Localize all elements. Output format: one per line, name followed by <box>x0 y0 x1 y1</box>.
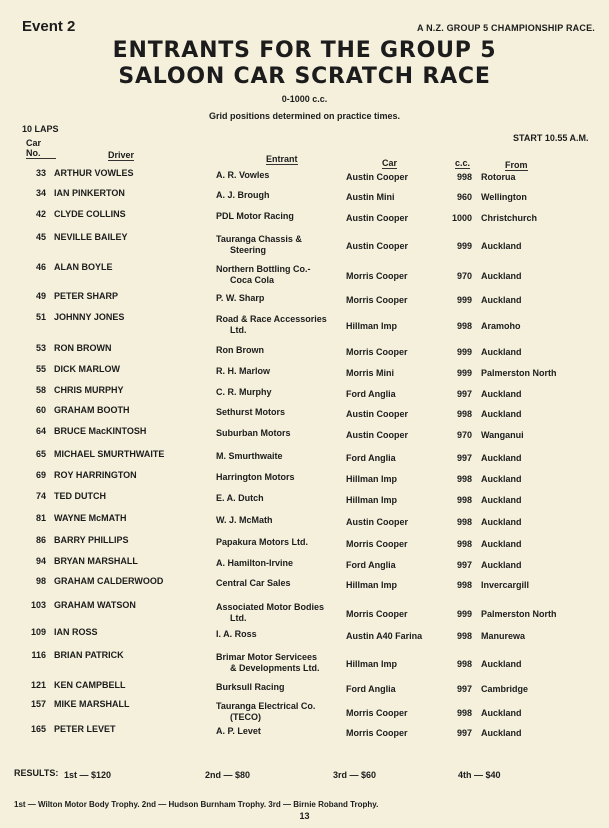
car-model: Morris Cooper <box>346 539 408 549</box>
entrant-line: P. W. Sharp <box>216 293 265 303</box>
car-number: 121 <box>30 680 46 690</box>
home-town: Wellington <box>481 192 527 202</box>
engine-cc: 998 <box>456 517 472 527</box>
car-model: Ford Anglia <box>346 389 396 399</box>
entrant-name <box>216 293 264 304</box>
entrant-name <box>216 472 295 483</box>
car-model: Hillman Imp <box>346 495 398 505</box>
car-model: Austin Cooper <box>346 172 408 182</box>
car-number: 53 <box>35 343 46 353</box>
page-title-line-2: SALOON CAR SCRATCH RACE <box>118 64 491 89</box>
driver-name: CLYDE COLLINS <box>54 209 126 219</box>
entrant-name <box>216 190 270 201</box>
car-model: Hillman Imp <box>346 580 398 590</box>
table-row <box>0 491 609 505</box>
grid-note: Grid positions determined on practice times. <box>208 111 401 121</box>
entrant-line: M. Smurthwaite <box>216 451 283 461</box>
driver-name: IAN ROSS <box>54 627 98 637</box>
driver-name: MIKE MARSHALL <box>54 699 130 709</box>
driver-name: BARRY PHILLIPS <box>54 535 129 545</box>
entrant-name <box>216 558 293 569</box>
home-town: Auckland <box>481 517 522 527</box>
entrant-name <box>216 493 264 504</box>
home-town: Auckland <box>481 271 522 281</box>
entrant-line: Suburban Motors <box>216 428 291 438</box>
table-row <box>0 312 609 335</box>
driver-name: PETER LEVET <box>54 724 116 734</box>
entrant-name <box>216 515 273 526</box>
car-model: Austin Cooper <box>346 517 408 527</box>
car-number: 42 <box>35 209 46 219</box>
entrant-line: A. P. Levet <box>216 726 261 736</box>
table-row <box>0 291 609 305</box>
car-number: 34 <box>35 188 46 198</box>
laps-label: 10 LAPS <box>22 124 59 134</box>
table-row <box>0 724 609 738</box>
table-row <box>0 209 609 223</box>
championship-note: A N.Z. GROUP 5 CHAMPIONSHIP RACE. <box>417 23 595 33</box>
car-number: 45 <box>35 232 46 242</box>
driver-name: KEN CAMPBELL <box>54 680 126 690</box>
entrant-name <box>216 602 324 624</box>
entrant-name <box>216 407 285 418</box>
car-number: 157 <box>30 699 46 709</box>
trophies-note: 1st — Wilton Motor Body Trophy. 2nd — Hudson Burnham Trophy. 3rd — Birnie Roband Trophy. <box>14 800 379 809</box>
column-header-entrant: Entrant <box>266 154 298 164</box>
entrant-line: Tauranga Chassis & <box>216 234 302 244</box>
entrant-line: E. A. Dutch <box>216 493 264 503</box>
table-row <box>0 449 609 463</box>
entrant-line: Northern Bottling Co.- <box>216 264 311 274</box>
entrant-line: Ltd. <box>230 613 247 623</box>
prize-second: 2nd — $80 <box>205 770 251 780</box>
entrant-line: A. R. Vowles <box>216 170 270 180</box>
entrant-name <box>216 366 270 377</box>
car-number: 58 <box>35 385 46 395</box>
car-model: Austin A40 Farina <box>346 631 423 641</box>
home-town: Palmerston North <box>481 609 557 619</box>
entrant-line: Harrington Motors <box>216 472 295 482</box>
engine-cc: 998 <box>456 659 472 669</box>
driver-name: GRAHAM WATSON <box>54 600 136 610</box>
entrant-name <box>216 264 310 286</box>
home-town: Auckland <box>481 389 522 399</box>
entrant-line: C. R. Murphy <box>216 387 272 397</box>
car-model: Ford Anglia <box>346 560 396 570</box>
entrant-line: Steering <box>230 245 267 255</box>
engine-cc: 997 <box>456 684 472 694</box>
prize-first: 1st — $120 <box>64 770 112 780</box>
entrant-name <box>216 428 291 439</box>
home-town: Auckland <box>481 560 522 570</box>
driver-name: RON BROWN <box>54 343 112 353</box>
results-label: RESULTS: <box>14 768 59 778</box>
table-row <box>0 168 609 182</box>
home-town: Aramoho <box>481 321 521 331</box>
engine-cc: 998 <box>456 580 472 590</box>
entrant-line: Sethurst Motors <box>216 407 286 417</box>
entrant-name <box>216 629 257 640</box>
table-row <box>0 470 609 484</box>
engine-cc: 999 <box>456 347 472 357</box>
engine-cc: 970 <box>456 271 472 281</box>
engine-class: 0-1000 c.c. <box>281 94 328 104</box>
home-town: Auckland <box>481 453 522 463</box>
start-time: START 10.55 A.M. <box>513 133 589 143</box>
entrant-name <box>216 211 294 222</box>
entrant-name <box>216 701 315 723</box>
home-town: Auckland <box>481 474 522 484</box>
table-row <box>0 556 609 570</box>
car-model: Morris Cooper <box>346 295 408 305</box>
car-number: 98 <box>35 576 46 586</box>
driver-name: CHRIS MURPHY <box>54 385 124 395</box>
driver-name: TED DUTCH <box>54 491 106 501</box>
table-row <box>0 385 609 399</box>
car-model: Hillman Imp <box>346 321 398 331</box>
car-number: 103 <box>30 600 46 610</box>
driver-name: GRAHAM BOOTH <box>54 405 130 415</box>
engine-cc: 997 <box>456 453 472 463</box>
driver-name: ROY HARRINGTON <box>54 470 137 480</box>
entrant-name <box>216 652 320 674</box>
entrant-line: Burksull Racing <box>216 682 285 692</box>
column-header-car-no: Car No. <box>26 138 56 159</box>
entrant-line: W. J. McMath <box>216 515 273 525</box>
car-number: 86 <box>35 535 46 545</box>
page-title-line-1: ENTRANTS FOR THE GROUP 5 <box>112 38 497 63</box>
entrant-line: R. H. Marlow <box>216 366 271 376</box>
car-model: Austin Cooper <box>346 213 408 223</box>
entrant-line: A. J. Brough <box>216 190 270 200</box>
car-number: 33 <box>35 168 46 178</box>
engine-cc: 998 <box>456 631 472 641</box>
entrant-line: Ron Brown <box>216 345 264 355</box>
car-number: 46 <box>35 262 46 272</box>
entrant-line: Coca Cola <box>230 275 275 285</box>
car-model: Austin Cooper <box>346 409 408 419</box>
event-label: Event 2 <box>22 18 76 35</box>
entrant-name <box>216 726 261 737</box>
table-row <box>0 232 609 255</box>
entrant-line: Central Car Sales <box>216 578 291 588</box>
entrant-line: Tauranga Electrical Co. <box>216 701 316 711</box>
prize-third: 3rd — $60 <box>333 770 377 780</box>
driver-name: PETER SHARP <box>54 291 119 301</box>
engine-cc: 999 <box>456 241 472 251</box>
entrant-line: Road & Race Accessories <box>216 314 327 324</box>
driver-name: MICHAEL SMURTHWAITE <box>54 449 165 459</box>
entrant-line: PDL Motor Racing <box>216 211 294 221</box>
home-town: Auckland <box>481 708 522 718</box>
car-model: Morris Cooper <box>346 347 408 357</box>
car-model: Hillman Imp <box>346 474 398 484</box>
entrant-name <box>216 451 283 462</box>
car-number: 60 <box>35 405 46 415</box>
home-town: Auckland <box>481 539 522 549</box>
driver-name: JOHNNY JONES <box>54 312 125 322</box>
engine-cc: 998 <box>456 495 472 505</box>
car-number: 51 <box>35 312 46 322</box>
car-model: Morris Cooper <box>346 708 408 718</box>
car-model: Morris Cooper <box>346 609 408 619</box>
table-row <box>0 343 609 357</box>
car-number: 49 <box>35 291 46 301</box>
home-town: Auckland <box>481 409 522 419</box>
home-town: Wanganui <box>481 430 524 440</box>
table-row <box>0 262 609 285</box>
entrant-name <box>216 170 269 181</box>
table-row <box>0 699 609 722</box>
home-town: Rotorua <box>481 172 516 182</box>
engine-cc: 999 <box>456 609 472 619</box>
driver-name: ARTHUR VOWLES <box>54 168 134 178</box>
table-row <box>0 680 609 694</box>
driver-name: IAN PINKERTON <box>54 188 125 198</box>
engine-cc: 998 <box>456 321 472 331</box>
car-number: 81 <box>35 513 46 523</box>
table-row <box>0 513 609 527</box>
column-header-driver: Driver <box>108 150 135 160</box>
car-model: Ford Anglia <box>346 684 396 694</box>
driver-name: ALAN BOYLE <box>54 262 113 272</box>
car-number: 55 <box>35 364 46 374</box>
car-model: Morris Mini <box>346 368 395 378</box>
entrant-name <box>216 345 264 356</box>
home-town: Auckland <box>481 347 522 357</box>
driver-name: BRYAN MARSHALL <box>54 556 138 566</box>
engine-cc: 998 <box>456 708 472 718</box>
car-model: Morris Cooper <box>346 271 408 281</box>
home-town: Auckland <box>481 495 522 505</box>
engine-cc: 1000 <box>451 213 472 223</box>
car-number: 109 <box>30 627 46 637</box>
table-row <box>0 405 609 419</box>
engine-cc: 998 <box>456 474 472 484</box>
entrant-line: I. A. Ross <box>216 629 257 639</box>
entrant-line: Brimar Motor Servicees <box>216 652 318 662</box>
car-number: 65 <box>35 449 46 459</box>
car-number: 165 <box>30 724 46 734</box>
table-row <box>0 627 609 641</box>
prize-fourth: 4th — $40 <box>458 770 501 780</box>
entrant-name <box>216 682 285 693</box>
column-header-cc: c.c. <box>455 158 471 168</box>
home-town: Auckland <box>481 728 522 738</box>
column-header-from: From <box>505 160 528 170</box>
engine-cc: 970 <box>456 430 472 440</box>
engine-cc: 998 <box>456 539 472 549</box>
engine-cc: 997 <box>456 560 472 570</box>
home-town: Christchurch <box>481 213 538 223</box>
home-town: Auckland <box>481 241 522 251</box>
table-row <box>0 535 609 549</box>
car-number: 64 <box>35 426 46 436</box>
table-row <box>0 364 609 378</box>
column-header-car: Car <box>382 158 398 168</box>
driver-name: GRAHAM CALDERWOOD <box>54 576 164 586</box>
home-town: Cambridge <box>481 684 529 694</box>
home-town: Auckland <box>481 659 522 669</box>
driver-name: BRIAN PATRICK <box>54 650 124 660</box>
driver-name: DICK MARLOW <box>54 364 120 374</box>
entrant-line: Associated Motor Bodies <box>216 602 325 612</box>
entrant-name <box>216 314 327 336</box>
car-model: Austin Mini <box>346 192 395 202</box>
entrant-line: & Developments Ltd. <box>230 663 320 673</box>
entrant-line: Ltd. <box>230 325 247 335</box>
car-model: Ford Anglia <box>346 453 396 463</box>
table-row <box>0 650 609 673</box>
table-row <box>0 426 609 440</box>
page-number: 13 <box>299 811 310 821</box>
engine-cc: 998 <box>456 409 472 419</box>
engine-cc: 999 <box>456 368 472 378</box>
home-town: Invercargill <box>481 580 530 590</box>
home-town: Palmerston North <box>481 368 557 378</box>
home-town: Manurewa <box>481 631 526 641</box>
car-number: 74 <box>35 491 46 501</box>
driver-name: BRUCE MacKINTOSH <box>54 426 147 436</box>
driver-name: NEVILLE BAILEY <box>54 232 128 242</box>
car-number: 116 <box>31 650 46 660</box>
car-model: Hillman Imp <box>346 659 398 669</box>
table-row <box>0 576 609 590</box>
engine-cc: 999 <box>456 295 472 305</box>
entrant-line: Papakura Motors Ltd. <box>216 537 309 547</box>
driver-name: WAYNE McMATH <box>54 513 127 523</box>
engine-cc: 997 <box>456 389 472 399</box>
engine-cc: 960 <box>456 192 472 202</box>
table-row <box>0 188 609 202</box>
engine-cc: 997 <box>456 728 472 738</box>
engine-cc: 998 <box>456 172 472 182</box>
entrant-name <box>216 537 308 548</box>
car-number: 94 <box>35 556 46 566</box>
table-row <box>0 600 609 623</box>
car-model: Austin Cooper <box>346 430 408 440</box>
home-town: Auckland <box>481 295 522 305</box>
entrant-name <box>216 234 302 256</box>
entrant-line: A. Hamilton-Irvine <box>216 558 294 568</box>
car-number: 69 <box>35 470 46 480</box>
car-model: Austin Cooper <box>346 241 408 251</box>
entrant-line: (TECO) <box>230 712 261 722</box>
car-model: Morris Cooper <box>346 728 408 738</box>
entrant-name <box>216 387 272 398</box>
entrant-name <box>216 578 291 589</box>
